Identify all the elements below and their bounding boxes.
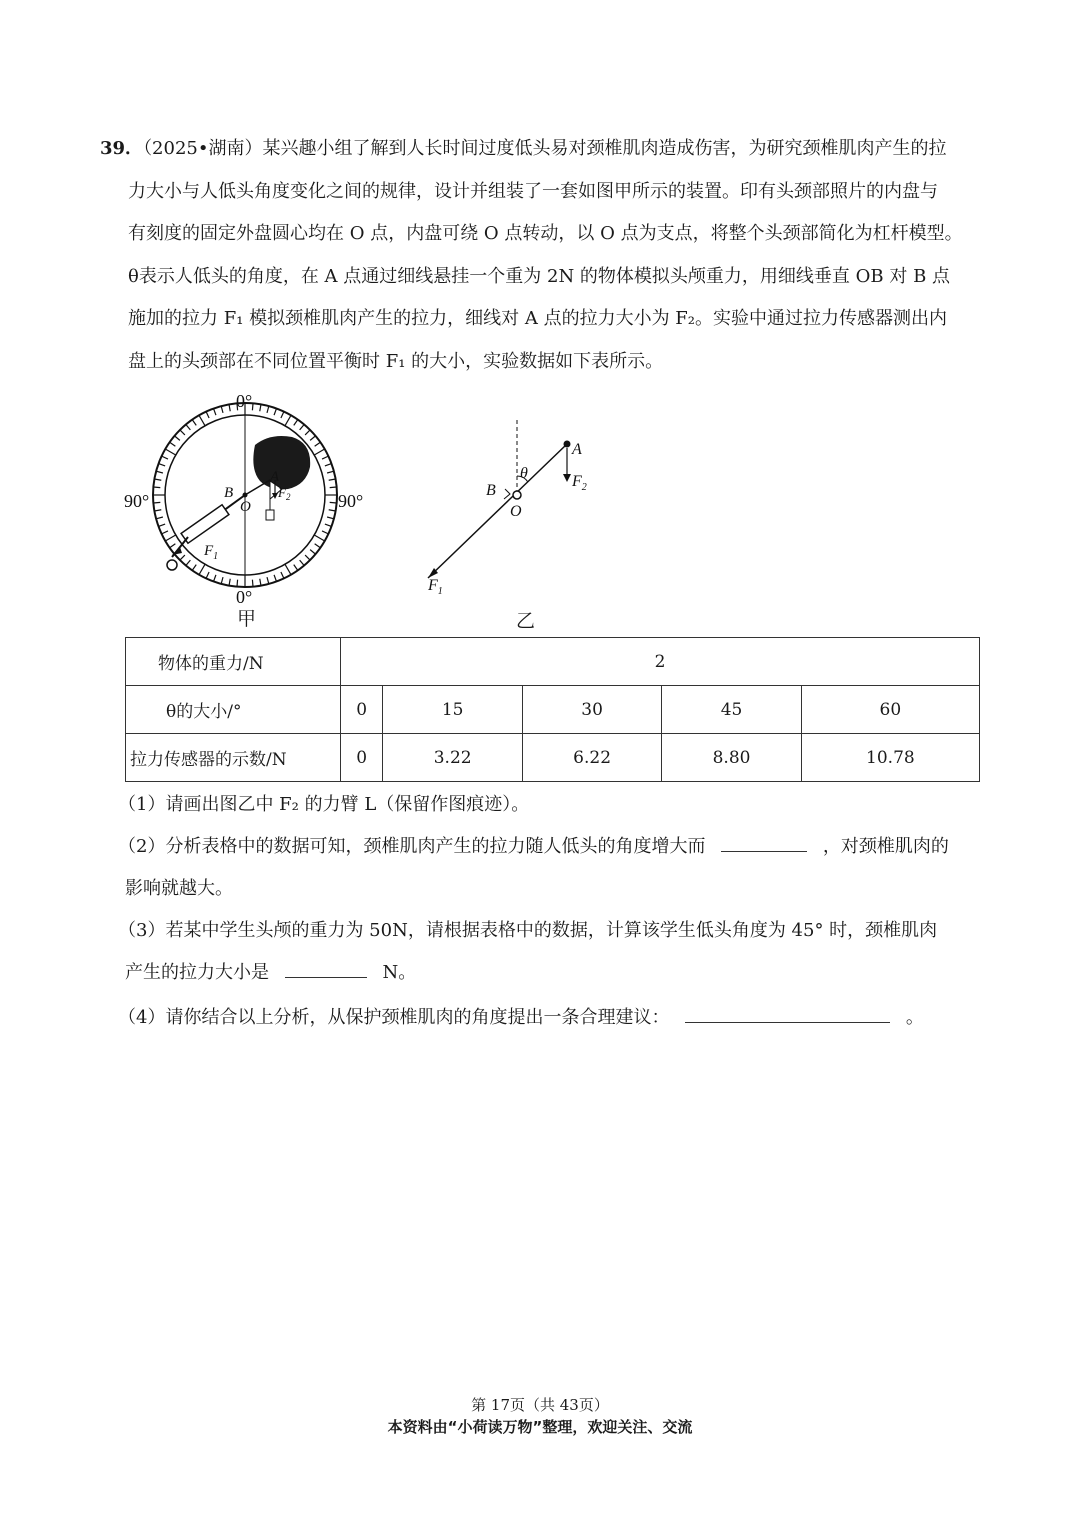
dial-tick [285, 564, 291, 574]
dial-tick [329, 479, 336, 480]
dial-tick [322, 531, 328, 534]
question-line-2: 力大小与人低头角度变化之间的规律，设计并组装了一套如图甲所示的装置。印有头颈部照片的内盘与 [128, 180, 938, 202]
table-cell: 6.22 [522, 734, 661, 782]
dial-tick [260, 579, 261, 586]
page-number: 第 17页（共 43页） [471, 1396, 609, 1414]
subquestion-3-text-b: 产生的拉力大小是 [125, 962, 269, 983]
dial-tick [260, 404, 261, 411]
dial-tick [199, 564, 205, 574]
subquestion-3-unit: N。 [382, 962, 417, 983]
jia-label-F1: $F_1$ [204, 543, 219, 562]
dial-tick [300, 425, 304, 430]
dial-tick [199, 415, 205, 425]
dial-tick [314, 449, 324, 455]
dial-tick [267, 577, 269, 584]
jia-label-right: 90° [338, 491, 364, 511]
dial-tick [252, 580, 253, 587]
dial-tick [170, 442, 176, 446]
dial-tick [274, 575, 276, 582]
subquestion-3-continued [125, 952, 987, 995]
subquestion-4-text: （4）请你结合以上分析，从保护颈椎肌肉的角度提出一条合理建议： [118, 1007, 670, 1028]
dial-tick [281, 412, 284, 418]
dial-tick [281, 572, 284, 578]
dial-tick [325, 464, 332, 466]
table-row [126, 686, 980, 734]
answer-blank-3[interactable] [285, 959, 367, 978]
question-line-4: θ表示人低头的角度，在 A 点通过细线悬挂一个重为 2N 的物体模拟头颅重力，用细线垂直 OB 对 B 点 [128, 265, 951, 287]
dial-tick [322, 456, 328, 459]
dial-tick [162, 531, 168, 534]
dial-tick [154, 479, 161, 480]
question-stem [100, 128, 980, 383]
answer-blank-2[interactable] [721, 833, 807, 852]
figure-yi-caption: 乙 [516, 610, 536, 632]
table-row [126, 734, 980, 782]
dial-tick [156, 517, 163, 519]
table-cell: 30 [522, 686, 661, 734]
answer-blank-4[interactable] [685, 1004, 890, 1023]
table-cell: 0 [341, 686, 383, 734]
dial-tick [156, 471, 163, 473]
subquestion-2-text-b: ，对颈椎肌肉的 [822, 836, 949, 857]
figure-jia [120, 385, 370, 630]
dial-tick [314, 535, 324, 541]
dial-tick [221, 406, 223, 413]
dial-tick [315, 544, 321, 548]
yi-label-F1: $F_1$ [428, 577, 443, 597]
dial-tick [159, 524, 166, 526]
question-line-3: 有刻度的固定外盘圆心均在 O 点，内盘可绕 O 点转动，以 O 点为支点，将整个头颈部简化为杠杆模型。 [128, 223, 963, 244]
dial-tick [180, 555, 185, 560]
yi-label-theta: θ [520, 465, 528, 482]
question-line-5: 施加的拉力 F₁ 模拟颈椎肌肉产生的拉力，细线对 A 点的拉力大小为 F₂。实验中通过拉力传感器测出内 [128, 308, 948, 329]
dial-tick [300, 560, 304, 565]
dial-tick [330, 487, 337, 488]
dial-tick [165, 449, 175, 455]
dial-tick [330, 502, 337, 503]
subquestion-3 [118, 910, 980, 953]
question-line-1 [100, 128, 980, 171]
dial-tick [315, 442, 321, 446]
dial-tick [159, 464, 166, 466]
dial-tick [165, 535, 175, 541]
question-line-6: 盘上的头颈部在不同位置平衡时 F₁ 的大小，实验数据如下表所示。 [128, 350, 664, 372]
dial-tick [229, 404, 230, 411]
subquestion-2-continued: 影响就越大。 [125, 878, 233, 899]
subquestion-3-text-a: （3）若某中学生头颅的重力为 50N，请根据表格中的数据，计算该学生低头角度为 45° 时，颈椎肌肉 [118, 920, 938, 941]
dial-tick [206, 412, 209, 418]
table-cell: 0 [341, 734, 383, 782]
subquestion-2-text-a: （2）分析表格中的数据可知，颈椎肌肉产生的拉力随人低头的角度增大而 [118, 836, 706, 857]
dial-tick [175, 436, 180, 440]
jia-label-F2: $F_2$ [278, 485, 291, 502]
table-cell: 60 [801, 686, 979, 734]
dial-tick [267, 406, 269, 413]
dial-tick [214, 575, 216, 582]
dial-tick [305, 430, 310, 435]
dial-tick [285, 415, 291, 425]
dial-tick [237, 580, 238, 587]
table-cell: 10.78 [801, 734, 979, 782]
dial-tick [153, 502, 160, 503]
dial-tick [192, 565, 196, 571]
jia-label-A: A [270, 469, 280, 485]
dial-tick [153, 487, 160, 488]
dial-tick [180, 430, 185, 435]
table-cell: θ的大小/° [126, 686, 341, 734]
figure-jia-caption: 甲 [237, 608, 257, 630]
question-number: 39． [100, 138, 144, 159]
footer-note: 本资料由“小荷读万物”整理，欢迎关注、交流 [387, 1418, 693, 1436]
yi-label-F2: $F_2$ [572, 473, 587, 493]
dial-tick [206, 572, 209, 578]
dial-tick [186, 425, 190, 430]
dial-tick [327, 471, 334, 473]
dial-tick [305, 555, 310, 560]
dial-tick [327, 517, 334, 519]
figure-yi [410, 410, 610, 610]
subquestion-2 [118, 826, 980, 869]
dial-tick [325, 524, 332, 526]
dial-tick [294, 565, 298, 571]
dial-tick [186, 560, 190, 565]
dial-tick [329, 510, 336, 511]
dial-tick [170, 544, 176, 548]
table-cell: 8.80 [662, 734, 801, 782]
table-row [126, 638, 980, 686]
jia-label-top: 0° [236, 391, 253, 411]
dial-tick [310, 436, 315, 440]
dial-tick [229, 579, 230, 586]
dial-tick [192, 420, 196, 426]
question-source: （2025•湖南） [143, 138, 263, 159]
jia-label-B: B [224, 485, 234, 501]
dial-tick [214, 409, 216, 416]
jia-label-O: O [240, 499, 251, 515]
table-cell: 2 [341, 638, 980, 686]
table-cell: 3.22 [383, 734, 522, 782]
yi-label-A: A [572, 441, 582, 458]
subquestion-1-text: （1）请画出图乙中 F₂ 的力臂 L（保留作图痕迹）。 [118, 794, 530, 815]
dial-tick [154, 510, 161, 511]
table-cell: 物体的重力/N [126, 638, 341, 686]
question-text-1: 某兴趣小组了解到人长时间过度低头易对颈椎肌肉造成伤害，为研究颈椎肌肉产生的拉 [262, 138, 947, 159]
yi-label-B: B [486, 482, 496, 499]
subquestion-4 [118, 997, 980, 1040]
dial-tick [162, 456, 168, 459]
subquestion-1 [118, 784, 980, 827]
jia-label-left: 90° [124, 491, 150, 511]
table-cell: 拉力传感器的示数/N [126, 734, 341, 782]
dial-tick [221, 577, 223, 584]
dial-tick [274, 409, 276, 416]
dial-tick [252, 403, 253, 410]
jia-label-bottom: 0° [236, 587, 253, 607]
dial-tick [310, 550, 315, 554]
table-cell: 45 [662, 686, 801, 734]
table-cell: 15 [383, 686, 522, 734]
data-table [125, 637, 980, 782]
subquestion-4-end: 。 [905, 1007, 924, 1028]
yi-label-O: O [510, 503, 522, 520]
dial-tick [294, 420, 298, 426]
